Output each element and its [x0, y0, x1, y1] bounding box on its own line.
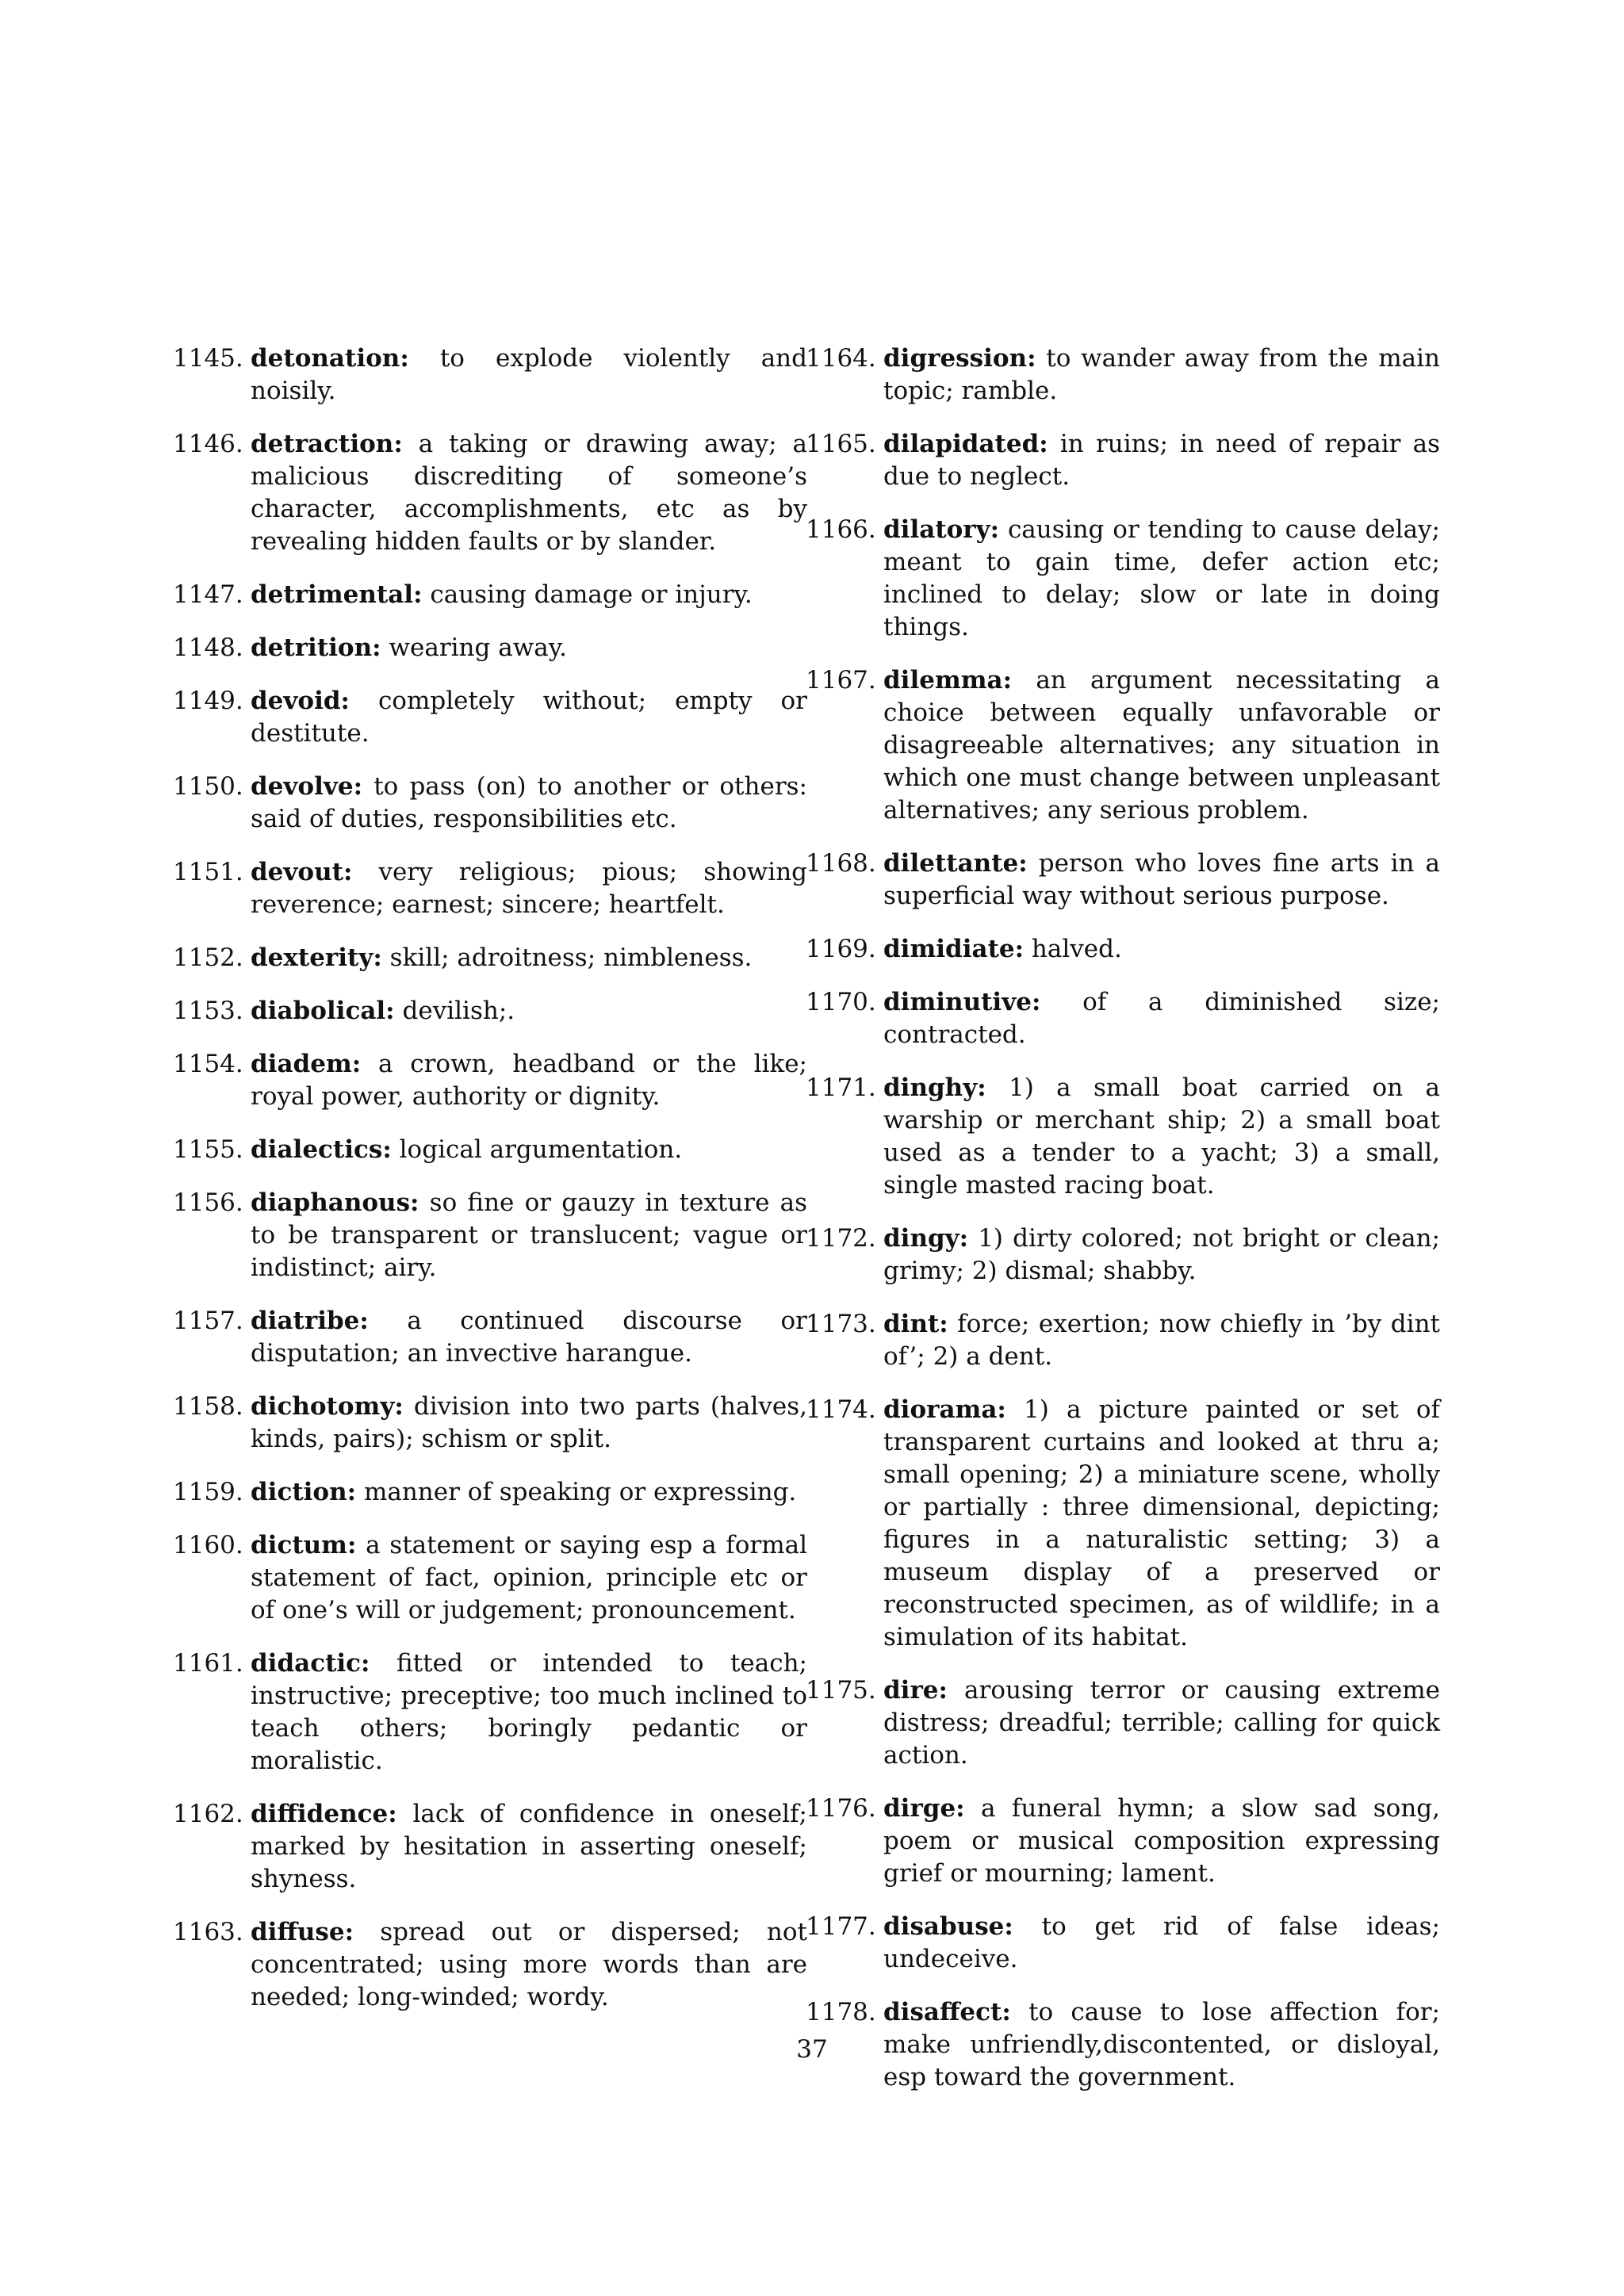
glossary-entry: [806, 514, 1440, 644]
entry-body: [251, 1305, 807, 1370]
entry-definition: halved.: [1031, 935, 1122, 963]
entry-body: [251, 1134, 807, 1166]
entry-body: [251, 1187, 807, 1284]
entry-term: diabolical:: [251, 997, 395, 1025]
entry-term: devoid:: [251, 687, 350, 715]
entry-body: [251, 856, 807, 921]
glossary-entry: [806, 1793, 1440, 1890]
entry-term: disabuse:: [883, 1912, 1013, 1941]
entry-number: 1173.: [806, 1310, 876, 1338]
glossary-entry: [173, 942, 807, 974]
entry-term: dint:: [883, 1310, 948, 1338]
glossary-entry: [173, 856, 807, 921]
glossary-entry: [173, 1391, 807, 1456]
entry-term: detrition:: [251, 633, 381, 662]
entry-term: detrimental:: [251, 580, 423, 609]
entry-body: [251, 632, 807, 664]
glossary-entry: [173, 1305, 807, 1370]
entry-term: dictum:: [251, 1531, 357, 1559]
entry-number: 1166.: [806, 515, 876, 544]
entry-number: 1149.: [173, 687, 243, 715]
right-column: [806, 342, 1440, 2114]
entry-term: dilemma:: [883, 666, 1013, 695]
entry-term: dichotomy:: [251, 1392, 404, 1421]
entry-term: dilapidated:: [883, 430, 1048, 458]
entry-number: 1165.: [806, 430, 876, 458]
entry-definition: force; exertion; now chiefly in ’by dint of’; 2) a dent.: [883, 1310, 1440, 1371]
entry-definition: causing or tending to cause delay; meant to gain time, defer action etc; inclined to delay; slow or late in doing things.: [883, 515, 1441, 641]
glossary-entry: [806, 342, 1440, 408]
entry-term: diffidence:: [251, 1800, 397, 1828]
entry-number: 1167.: [806, 666, 876, 695]
glossary-entry: [806, 933, 1440, 966]
entry-definition: very religious; pious; showing reverence; earnest; sincere; heartfelt.: [251, 858, 808, 919]
entry-definition: in ruins; in need of repair as due to neglect.: [883, 430, 1440, 491]
entry-definition: causing damage or injury.: [430, 580, 753, 609]
entry-definition: of a diminished size; contracted.: [883, 988, 1441, 1049]
glossary-entry: [806, 428, 1440, 493]
entry-definition: manner of speaking or expressing.: [363, 1478, 797, 1506]
entry-body: [883, 1674, 1440, 1772]
entry-definition: so fine or gauzy in texture as to be transparent or translucent; vague or indistinct; airy.: [251, 1188, 807, 1282]
entry-number: 1148.: [173, 633, 243, 662]
entry-term: dialectics:: [251, 1135, 392, 1164]
entry-definition: to get rid of false ideas; undeceive.: [883, 1912, 1440, 1973]
entry-number: 1169.: [806, 935, 876, 963]
entry-number: 1164.: [806, 344, 876, 373]
glossary-entry: [806, 664, 1440, 827]
entry-body: [883, 342, 1440, 408]
glossary-entry: [173, 579, 807, 611]
entry-number: 1152.: [173, 943, 243, 972]
glossary-entry: [173, 632, 807, 664]
entry-definition: division into two parts (halves, kinds, pairs); schism or split.: [251, 1392, 807, 1453]
entry-term: dilettante:: [883, 849, 1028, 878]
entry-body: [251, 942, 807, 974]
entry-term: detraction:: [251, 430, 403, 458]
entry-body: [883, 664, 1440, 827]
entry-term: diffuse:: [251, 1918, 354, 1946]
entry-body: [883, 848, 1440, 913]
entry-number: 1168.: [806, 849, 876, 878]
entry-term: disaffect:: [883, 1998, 1011, 2026]
entry-body: [251, 428, 807, 558]
entry-term: detonation:: [251, 344, 409, 373]
entry-body: [251, 579, 807, 611]
glossary-entry: [173, 1916, 807, 2014]
entry-body: [251, 1476, 807, 1509]
entry-number: 1157.: [173, 1307, 243, 1335]
entry-definition: a funeral hymn; a slow sad song, poem or musical composition expressing grief or mourning; lament.: [883, 1794, 1440, 1888]
entry-term: digression:: [883, 344, 1036, 373]
entry-number: 1154.: [173, 1050, 243, 1078]
entry-body: [883, 986, 1440, 1051]
entry-definition: skill; adroitness; nimbleness.: [389, 943, 753, 972]
glossary-entry: [806, 986, 1440, 1051]
entry-number: 1156.: [173, 1188, 243, 1217]
entry-body: [251, 1798, 807, 1896]
entry-number: 1153.: [173, 997, 243, 1025]
entry-definition: fitted or intended to teach; instructive; preceptive; too much inclined to teach others; boringly pedantic or moralistic.: [251, 1649, 808, 1775]
entry-definition: devilish;.: [402, 997, 515, 1025]
entry-body: [883, 1793, 1440, 1890]
entry-body: [883, 428, 1440, 493]
entry-term: diatribe:: [251, 1307, 369, 1335]
entry-definition: logical argumentation.: [399, 1135, 683, 1164]
entry-number: 1177.: [806, 1912, 876, 1941]
glossary-entry: [173, 342, 807, 408]
glossary-entry: [806, 1223, 1440, 1288]
entry-definition: 1) a picture painted or set of transparent curtains and looked at thru a; small opening; 2) a miniature scene, wholly or partially : three dimensional, depicting; figures in a naturalistic setting; 3) a museum display of a preserved or reconstructed specimen, as of wildlife; in a simulation of its habitat.: [883, 1395, 1440, 1651]
entry-number: 1170.: [806, 988, 876, 1016]
glossary-entry: [173, 1798, 807, 1896]
entry-term: diadem:: [251, 1050, 362, 1078]
entry-definition: 1) a small boat carried on a warship or merchant ship; 2) a small boat used as a tender to a yacht; 3) a small, single masted racing boat.: [883, 1073, 1440, 1200]
entry-term: dirge:: [883, 1794, 965, 1823]
entry-number: 1161.: [173, 1649, 243, 1678]
entry-number: 1146.: [173, 430, 243, 458]
entry-term: dilatory:: [883, 515, 1000, 544]
glossary-entry: [806, 1674, 1440, 1772]
entry-number: 1172.: [806, 1224, 876, 1253]
glossary-entry: [173, 1476, 807, 1509]
entry-body: [883, 1394, 1440, 1654]
glossary-entry: [173, 1647, 807, 1777]
entry-term: dire:: [883, 1676, 948, 1705]
entry-definition: a crown, headband or the like; royal power, authority or dignity.: [251, 1050, 807, 1111]
entry-body: [251, 1048, 807, 1113]
entry-term: diction:: [251, 1478, 357, 1506]
entry-definition: 1) dirty colored; not bright or clean; grimy; 2) dismal; shabby.: [883, 1224, 1440, 1285]
entry-number: 1151.: [173, 858, 243, 886]
entry-definition: to pass (on) to another or others: said of duties, responsibilities etc.: [251, 772, 807, 833]
entry-definition: lack of confidence in oneself; marked by hesitation in asserting oneself; shyness.: [251, 1800, 807, 1893]
entry-definition: spread out or dispersed; not concentrated; using more words than are needed; long-winded; wordy.: [251, 1918, 807, 2011]
entry-term: dingy:: [883, 1224, 969, 1253]
glossary-entry: [173, 771, 807, 836]
entry-number: 1158.: [173, 1392, 243, 1421]
glossary-entry: [173, 1529, 807, 1627]
glossary-entry: [806, 1394, 1440, 1654]
page-number: 37: [796, 2035, 828, 2064]
entry-number: 1150.: [173, 772, 243, 801]
entry-definition: to explode violently and noisily.: [251, 344, 807, 405]
entry-body: [883, 1223, 1440, 1288]
entry-body: [883, 1072, 1440, 1202]
entry-definition: wearing away.: [389, 633, 567, 662]
entry-number: 1178.: [806, 1998, 876, 2026]
entry-body: [251, 1916, 807, 2014]
entry-body: [883, 933, 1440, 966]
entry-number: 1163.: [173, 1918, 243, 1946]
entry-number: 1147.: [173, 580, 243, 609]
entry-body: [251, 685, 807, 750]
entry-number: 1176.: [806, 1794, 876, 1823]
entry-number: 1145.: [173, 344, 243, 373]
entry-number: 1171.: [806, 1073, 876, 1102]
glossary-entry: [173, 995, 807, 1027]
entry-term: devout:: [251, 858, 353, 886]
entry-definition: to cause to lose affection for; make unfriendly,discontented, or disloyal, esp toward the government.: [883, 1998, 1440, 2091]
entry-definition: arousing terror or causing extreme distress; dreadful; terrible; calling for quick action.: [883, 1676, 1440, 1770]
entry-definition: an argument necessitating a choice between equally unfavorable or disagreeable alternatives; any situation in which one must change between unpleasant alternatives; any serious problem.: [883, 666, 1441, 825]
entry-body: [251, 995, 807, 1027]
glossary-entry: [806, 1911, 1440, 1976]
entry-body: [883, 514, 1440, 644]
entry-term: diminutive:: [883, 988, 1041, 1016]
entry-term: devolve:: [251, 772, 363, 801]
entry-term: didactic:: [251, 1649, 370, 1678]
glossary-entry: [806, 1072, 1440, 1202]
glossary-entry: [173, 685, 807, 750]
glossary-entry: [173, 1187, 807, 1284]
glossary-entry: [173, 1134, 807, 1166]
entry-number: 1159.: [173, 1478, 243, 1506]
entry-body: [251, 1391, 807, 1456]
entry-term: dinghy:: [883, 1073, 986, 1102]
entry-body: [251, 1529, 807, 1627]
glossary-entry: [806, 1308, 1440, 1373]
entry-body: [883, 1308, 1440, 1373]
entry-number: 1174.: [806, 1395, 876, 1424]
entry-definition: person who loves fine arts in a superficial way without serious purpose.: [883, 849, 1440, 910]
entry-number: 1162.: [173, 1800, 243, 1828]
entry-definition: to wander away from the main topic; ramble.: [883, 344, 1440, 405]
entry-number: 1155.: [173, 1135, 243, 1164]
entry-number: 1160.: [173, 1531, 243, 1559]
entry-number: 1175.: [806, 1676, 876, 1705]
entry-definition: completely without; empty or destitute.: [251, 687, 807, 748]
left-column: [173, 342, 807, 2034]
entry-body: [251, 771, 807, 836]
entry-body: [883, 1911, 1440, 1976]
entry-term: diorama:: [883, 1395, 1006, 1424]
glossary-entry: [173, 428, 807, 558]
entry-term: dimidiate:: [883, 935, 1025, 963]
entry-body: [251, 1647, 807, 1777]
glossary-entry: [173, 1048, 807, 1113]
entry-definition: a statement or saying esp a formal statement of fact, opinion, principle etc or of one’s will or judgement; pronouncement.: [251, 1531, 807, 1624]
entry-definition: a taking or drawing away; a malicious discrediting of someone’s character, accomplishments, etc as by revealing hidden faults or by slander.: [251, 430, 808, 556]
entry-definition: a continued discourse or disputation; an invective harangue.: [251, 1307, 807, 1368]
entry-body: [251, 342, 807, 408]
entry-term: diaphanous:: [251, 1188, 419, 1217]
entry-term: dexterity:: [251, 943, 382, 972]
glossary-entry: [806, 848, 1440, 913]
